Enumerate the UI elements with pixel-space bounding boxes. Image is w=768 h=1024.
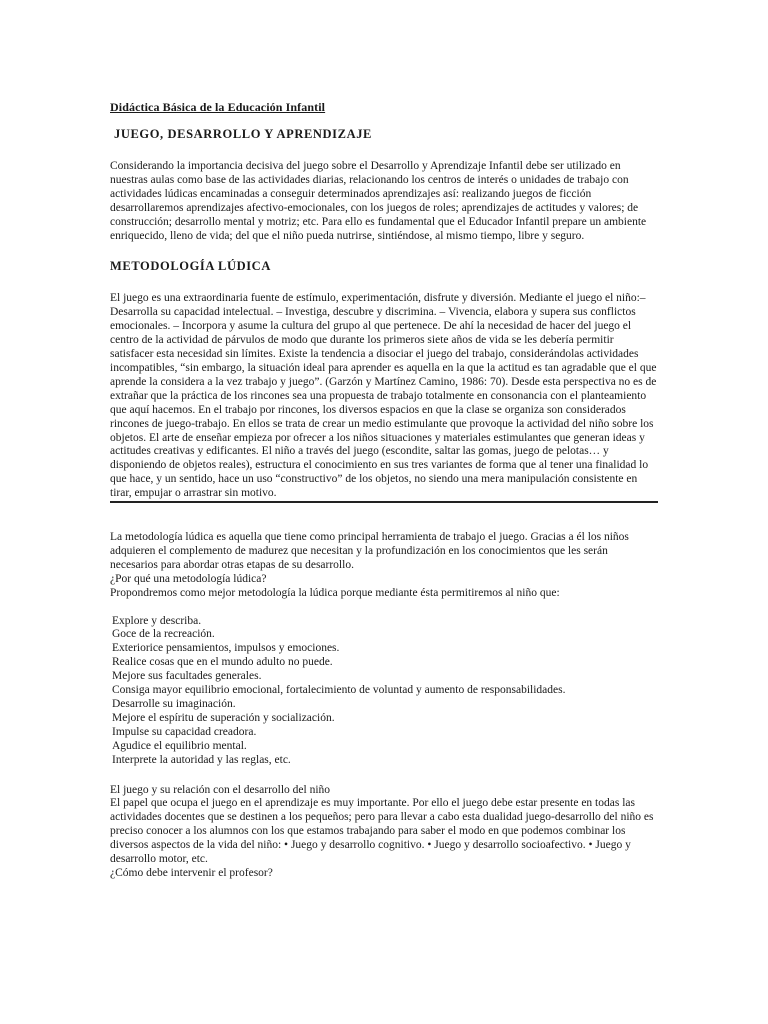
section-heading-metodologia: METODOLOGÍA LÚDICA [110, 259, 271, 274]
list-item: Mejore sus facultades generales. [112, 670, 262, 683]
relacion-paragraph: El papel que ocupa el juego en el aprendizaje es muy importante. Por ello el juego debe estar presente en todas las actividades docentes que se destinen a los pequeños; pero para llevar a cabo esta dualidad juego-desarrollo del niño es preciso conocer a los alumnos con los que estamos trabajando para saber el modo en que podemos combinar los diversos aspectos de la vida del niño: • Juego y desarrollo cognitivo. • Juego y desarrollo socioafectivo. • Juego y desarrollo motor, etc. [110, 797, 654, 866]
list-item: Goce de la recreación. [112, 628, 215, 641]
list-item: Interprete la autoridad y las reglas, etc. [112, 753, 291, 766]
intro-paragraph: Considerando la importancia decisiva del juego sobre el Desarrollo y Aprendizaje Infantil debe ser utilizado en nuestras aulas como base de las actividades diarias, relacionando los centros de interés o unidades de trabajo con actividades lúdicas encaminadas a conseguir determinados aprendizajes así: realizando juegos de ficción desarrollaremos aprendizajes afectivo-emocionales, con los juegos de roles; aprendizajes de actitudes y valores; de construcción; desarrollo mental y motriz; etc. Para ello es fundamental que el Educador Infantil prepare un ambiente enriquecido, lleno de vida; del que el niño pueda nutrirse, sintiéndose, al mismo tiempo, libre y seguro. [110, 160, 647, 242]
document-title: Didáctica Básica de la Educación Infantil [110, 100, 326, 114]
relacion-block [110, 784, 658, 881]
ludica-paragraph: La metodología lúdica es aquella que tiene como principal herramienta de trabajo el juego. Gracias a él los niños adquieren el complemento de madurez que necesitan y la profundización en los conocimientos que les serán necesarios para abordar otras etapas de su desarrollo. [110, 531, 629, 571]
list-item: Exteriorice pensamientos, impulsos y emociones. [112, 642, 340, 655]
ludica-proposal: Propondremos como mejor metodología la lúdica porque mediante ésta permitiremos al niño que: [110, 586, 560, 599]
spacer [110, 503, 658, 531]
metodologia-paragraph: El juego es una extraordinaria fuente de estímulo, experimentación, disfrute y diversión. Mediante el juego el niño:– Desarrolla su capacidad intelectual. – Investiga, descubre y discrimina. – Vivencia, elabora y supera sus conflictos emocionales. – Incorpora y asume la cultura del grupo al que pertenece. De ahí la necesidad de hacer del juego el centro de la actividad de párvulos de modo que durante los primeros siete años de vida se les debería permitir satisfacer esta necesidad sin límites. Existe la tendencia a disociar el juego del trabajo, considerándolas actividades incompatibles, “sin embargo, la situación ideal para aprender es aquella en la que la actitud es tan agradable que el que aprende la considera a la vez trabajo y juego”. (Garzón y Martínez Camino, 1986: 70). Desde esta perspectiva no es de extrañar que la práctica de los rincones sea una propuesta de trabajo totalmente en consonancia con el planteamiento que aquí hacemos. En el trabajo por rincones, los diversos espacios en que la clase se organiza son considerados rincones de juego-trabajo. En ellos se trata de crear un medio estimulante que provoque la actividad del niño sobre los objetos. El arte de enseñar empieza por ofrecer a los niños situaciones y materiales estimulantes que generan ideas y actitudes creativas y edificantes. El niño a través del juego (escondite, saltar las gomas, juego de pelotas… y disponiendo de objetos reales), estructura el conocimiento en sus tres variantes de forma que al tener una finalidad lo que hace, y un sentido, hace un uso “constructivo” de los objetos, no siendo una mera manipulación consistente en tirar, empujar o arrastrar sin motivo. [110, 292, 657, 500]
list-item: Impulse su capacidad creadora. [112, 725, 257, 738]
list-item: Realice cosas que en el mundo adulto no puede. [112, 656, 333, 669]
ludica-question: ¿Por qué una metodología lúdica? [110, 572, 267, 585]
list-item: Desarrolle su imaginación. [112, 698, 236, 710]
section-heading-juego: JUEGO, DESARROLLO Y APRENDIZAJE [114, 127, 372, 141]
list-item: Agudice el equilibrio mental. [112, 739, 247, 752]
relacion-question: ¿Cómo debe intervenir el profesor? [110, 866, 273, 879]
ludica-block [110, 531, 658, 601]
list-item: Explore y describa. [112, 614, 202, 627]
list-item: Mejore el espíritu de superación y socialización. [112, 711, 335, 724]
document-page [110, 100, 658, 881]
benefits-list [110, 615, 658, 768]
relacion-subtitle: El juego y su relación con el desarrollo del niño [110, 783, 331, 796]
list-item: Consiga mayor equilibrio emocional, fortalecimiento de voluntad y aumento de responsabilidades. [112, 684, 566, 697]
